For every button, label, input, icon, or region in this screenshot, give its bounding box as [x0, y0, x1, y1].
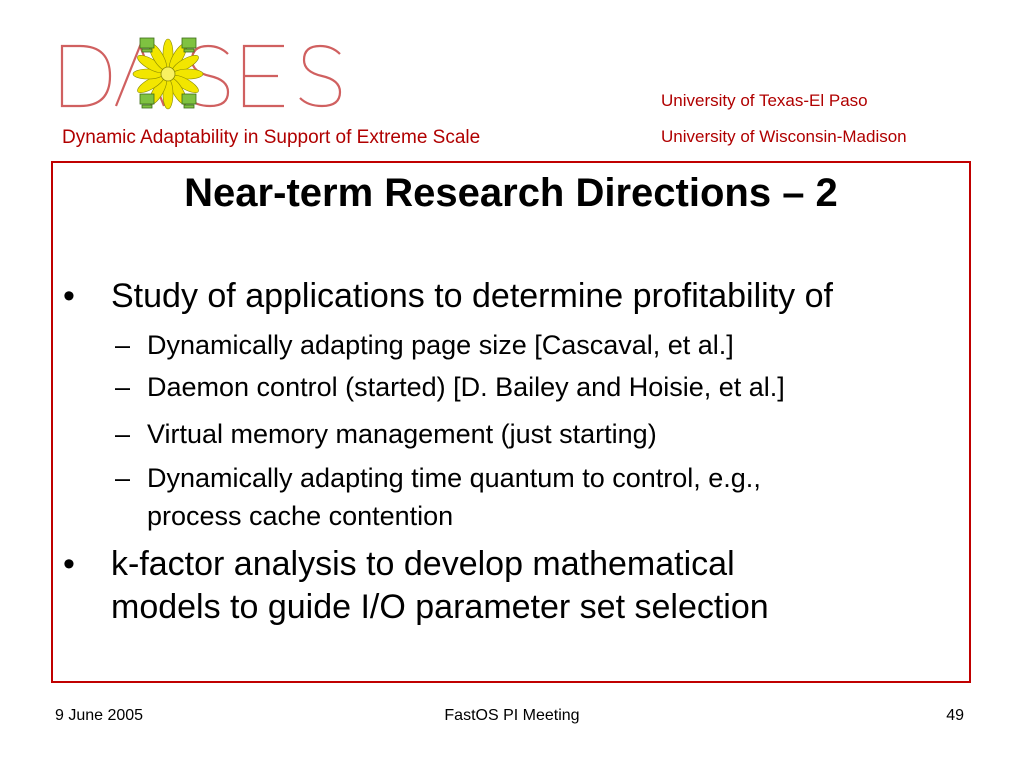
sub-bullet-text: Virtual memory management (just starting)	[147, 419, 657, 449]
bullet-text: Study of applications to determine profitability of	[111, 277, 833, 315]
university-uw-madison: University of Wisconsin-Madison	[661, 127, 907, 146]
university-utep: University of Texas-El Paso	[661, 91, 868, 110]
sub-bullet-marker: –	[115, 463, 131, 493]
slide-content-box	[51, 161, 971, 683]
bullet-text: models to guide I/O parameter set selection	[111, 588, 769, 626]
bullet-text: k-factor analysis to develop mathematical	[111, 545, 735, 583]
footer-page-number: 49	[946, 707, 964, 724]
sub-bullet-text: Dynamically adapting page size [Cascaval, et al.]	[147, 330, 734, 360]
dases-logo	[58, 36, 358, 116]
footer-date: 9 June 2005	[55, 707, 144, 724]
sub-bullet-marker: –	[115, 330, 131, 360]
bullet-marker: •	[63, 545, 75, 583]
sub-bullet-marker: –	[115, 372, 131, 402]
sub-bullet-text: Dynamically adapting time quantum to control, e.g.,	[147, 463, 761, 493]
bullet-marker: •	[63, 277, 75, 315]
footer-event: FastOS PI Meeting	[444, 707, 580, 724]
sub-bullet-text: Daemon control (started) [D. Bailey and Hoisie, et al.]	[147, 372, 785, 402]
slide-title: Near-term Research Directions – 2	[184, 171, 838, 215]
sub-bullet-text: process cache contention	[147, 501, 454, 531]
sub-bullet-marker: –	[115, 419, 131, 449]
tagline: Dynamic Adaptability in Support of Extreme Scale	[62, 127, 481, 148]
